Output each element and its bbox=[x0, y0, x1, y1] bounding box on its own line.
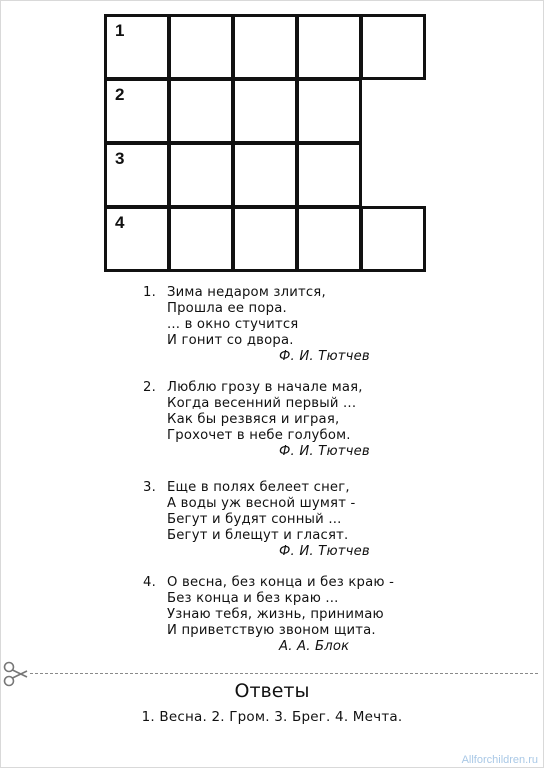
poem-3 bbox=[143, 480, 370, 560]
poem-4 bbox=[143, 575, 394, 655]
crossword-cell-2-1[interactable] bbox=[104, 78, 170, 144]
poem-line: ... в окно стучится bbox=[167, 317, 299, 332]
poem-number: 3. bbox=[143, 480, 156, 495]
poem-author: Ф. И. Тютчев bbox=[279, 349, 370, 364]
poem-line: И гонит со двора. bbox=[167, 333, 294, 348]
poem-number: 4. bbox=[143, 575, 156, 590]
crossword-cell-4-2[interactable] bbox=[168, 206, 234, 272]
crossword-cell-2-4[interactable] bbox=[296, 78, 362, 144]
cut-line bbox=[30, 673, 538, 674]
crossword-row-number: 3 bbox=[115, 149, 125, 168]
crossword-cell-4-5[interactable] bbox=[360, 206, 426, 272]
poem-author: Ф. И. Тютчев bbox=[279, 544, 370, 559]
crossword-cell-3-2[interactable] bbox=[168, 142, 234, 208]
poem-line: Узнаю тебя, жизнь, принимаю bbox=[167, 607, 384, 622]
crossword-row-number: 2 bbox=[115, 85, 125, 104]
crossword-cell-4-3[interactable] bbox=[232, 206, 298, 272]
poem-line: Еще в полях белеет снег, bbox=[167, 480, 350, 495]
poem-line: А воды уж весной шумят - bbox=[167, 496, 356, 511]
crossword-row-number: 4 bbox=[115, 213, 125, 232]
poem-line: Грохочет в небе голубом. bbox=[167, 428, 351, 443]
poem-author: А. А. Блок bbox=[279, 639, 350, 654]
poem-2 bbox=[143, 380, 370, 460]
poem-number: 1. bbox=[143, 285, 156, 300]
crossword-cell-2-2[interactable] bbox=[168, 78, 234, 144]
crossword-cell-1-1[interactable] bbox=[104, 14, 170, 80]
watermark: Allforchildren.ru bbox=[461, 754, 538, 766]
crossword-cell-1-2[interactable] bbox=[168, 14, 234, 80]
crossword-cell-3-4[interactable] bbox=[296, 142, 362, 208]
poem-line: Бегут и блещут и гласят. bbox=[167, 528, 349, 543]
poem-line: Без конца и без краю ... bbox=[167, 591, 339, 606]
poem-line: Как бы резвяся и играя, bbox=[167, 412, 340, 427]
crossword-cell-3-3[interactable] bbox=[232, 142, 298, 208]
poem-line: Зима недаром злится, bbox=[167, 285, 326, 300]
crossword-cell-1-5[interactable] bbox=[360, 14, 426, 80]
crossword-cell-3-1[interactable] bbox=[104, 142, 170, 208]
poem-line: Когда весенний первый ... bbox=[167, 396, 357, 411]
crossword-row-number: 1 bbox=[115, 21, 125, 40]
poem-line: О весна, без конца и без краю - bbox=[167, 575, 395, 590]
crossword-cell-4-4[interactable] bbox=[296, 206, 362, 272]
crossword-cell-1-3[interactable] bbox=[232, 14, 298, 80]
poem-author: Ф. И. Тютчев bbox=[279, 444, 370, 459]
crossword-cell-2-3[interactable] bbox=[232, 78, 298, 144]
poem-line: И приветствую звоном щита. bbox=[167, 623, 376, 638]
poem-1 bbox=[143, 285, 370, 365]
poem-number: 2. bbox=[143, 380, 156, 395]
answers-text: 1. Весна. 2. Гром. 3. Брег. 4. Мечта. bbox=[141, 709, 403, 725]
crossword-cell-4-1[interactable] bbox=[104, 206, 170, 272]
poem-line: Бегут и будят сонный ... bbox=[167, 512, 342, 527]
poem-line: Прошла ее пора. bbox=[167, 301, 287, 316]
crossword-cell-1-4[interactable] bbox=[296, 14, 362, 80]
answers-title: Ответы bbox=[234, 680, 310, 702]
poem-line: Люблю грозу в начале мая, bbox=[167, 380, 363, 395]
